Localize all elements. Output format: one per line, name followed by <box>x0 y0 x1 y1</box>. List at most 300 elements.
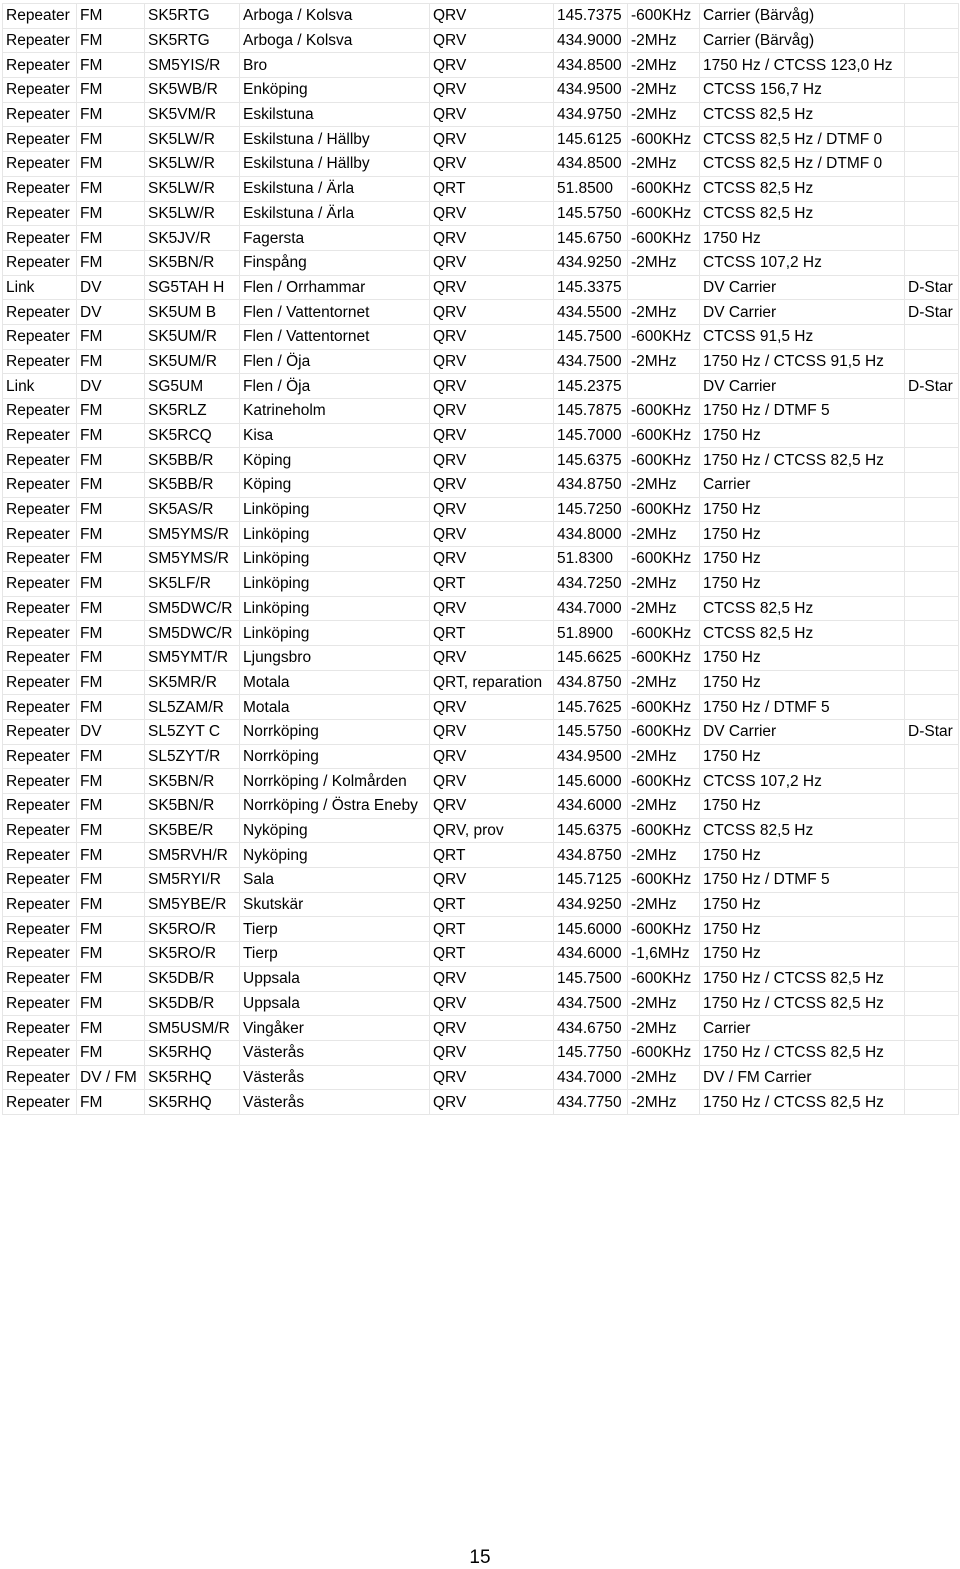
cell-mode: FM <box>77 695 145 720</box>
table-row <box>3 497 959 522</box>
cell-access: CTCSS 107,2 Hz <box>700 250 905 275</box>
cell-frequency: 434.7000 <box>554 1065 628 1090</box>
cell-system <box>905 4 959 29</box>
cell-shift: -600KHz <box>628 966 700 991</box>
cell-access: DV Carrier <box>700 275 905 300</box>
cell-status: QRV <box>430 1040 554 1065</box>
table-row <box>3 226 959 251</box>
cell-callsign: SK5RTG <box>145 28 240 53</box>
cell-shift: -600KHz <box>628 818 700 843</box>
cell-mode: FM <box>77 399 145 424</box>
cell-system <box>905 794 959 819</box>
cell-type: Repeater <box>3 596 77 621</box>
cell-frequency: 434.8750 <box>554 843 628 868</box>
cell-mode: FM <box>77 250 145 275</box>
cell-location: Enköping <box>240 78 430 103</box>
cell-type: Repeater <box>3 1040 77 1065</box>
cell-mode: FM <box>77 522 145 547</box>
cell-shift: -2MHz <box>628 596 700 621</box>
cell-location: Köping <box>240 473 430 498</box>
cell-callsign: SK5WB/R <box>145 78 240 103</box>
table-row <box>3 1016 959 1041</box>
cell-location: Motala <box>240 670 430 695</box>
table-row <box>3 571 959 596</box>
cell-callsign: SL5ZYT/R <box>145 744 240 769</box>
cell-type: Repeater <box>3 571 77 596</box>
cell-type: Repeater <box>3 695 77 720</box>
cell-callsign: SK5RTG <box>145 4 240 29</box>
cell-location: Flen / Öja <box>240 349 430 374</box>
cell-type: Repeater <box>3 744 77 769</box>
cell-location: Nyköping <box>240 843 430 868</box>
cell-access: 1750 Hz <box>700 547 905 572</box>
cell-location: Eskilstuna / Ärla <box>240 201 430 226</box>
cell-access: Carrier (Bärvåg) <box>700 28 905 53</box>
cell-status: QRV <box>430 78 554 103</box>
cell-access: DV / FM Carrier <box>700 1065 905 1090</box>
cell-location: Västerås <box>240 1040 430 1065</box>
cell-system <box>905 102 959 127</box>
cell-callsign: SK5LW/R <box>145 127 240 152</box>
cell-location: Arboga / Kolsva <box>240 28 430 53</box>
cell-access: 1750 Hz <box>700 522 905 547</box>
cell-mode: FM <box>77 645 145 670</box>
cell-location: Katrineholm <box>240 399 430 424</box>
cell-mode: FM <box>77 349 145 374</box>
cell-location: Ljungsbro <box>240 645 430 670</box>
cell-status: QRV <box>430 719 554 744</box>
cell-type: Repeater <box>3 547 77 572</box>
cell-location: Eskilstuna / Hällby <box>240 152 430 177</box>
cell-access: CTCSS 82,5 Hz <box>700 596 905 621</box>
cell-system <box>905 176 959 201</box>
cell-location: Linköping <box>240 522 430 547</box>
cell-access: CTCSS 82,5 Hz / DTMF 0 <box>700 152 905 177</box>
cell-location: Västerås <box>240 1090 430 1115</box>
cell-access: CTCSS 107,2 Hz <box>700 769 905 794</box>
table-row <box>3 349 959 374</box>
cell-callsign: SK5UM/R <box>145 349 240 374</box>
cell-mode: FM <box>77 744 145 769</box>
table-row <box>3 596 959 621</box>
cell-status: QRT <box>430 843 554 868</box>
cell-system <box>905 226 959 251</box>
cell-shift: -2MHz <box>628 1065 700 1090</box>
cell-callsign: SK5LW/R <box>145 201 240 226</box>
cell-callsign: SK5DB/R <box>145 966 240 991</box>
cell-type: Repeater <box>3 423 77 448</box>
cell-shift: -2MHz <box>628 1090 700 1115</box>
cell-frequency: 145.5750 <box>554 201 628 226</box>
table-row <box>3 473 959 498</box>
cell-frequency: 434.8500 <box>554 152 628 177</box>
cell-shift: -2MHz <box>628 78 700 103</box>
cell-mode: DV <box>77 374 145 399</box>
table-row <box>3 621 959 646</box>
cell-frequency: 434.9250 <box>554 250 628 275</box>
cell-location: Uppsala <box>240 991 430 1016</box>
cell-access: CTCSS 82,5 Hz <box>700 176 905 201</box>
cell-location: Flen / Vattentornet <box>240 324 430 349</box>
cell-type: Repeater <box>3 473 77 498</box>
cell-location: Motala <box>240 695 430 720</box>
cell-type: Repeater <box>3 522 77 547</box>
cell-mode: FM <box>77 102 145 127</box>
cell-shift: -600KHz <box>628 226 700 251</box>
table-row <box>3 127 959 152</box>
cell-shift: -600KHz <box>628 719 700 744</box>
cell-mode: FM <box>77 28 145 53</box>
cell-access: 1750 Hz / CTCSS 82,5 Hz <box>700 991 905 1016</box>
cell-frequency: 51.8500 <box>554 176 628 201</box>
cell-system <box>905 53 959 78</box>
cell-type: Repeater <box>3 794 77 819</box>
cell-status: QRV <box>430 423 554 448</box>
cell-callsign: SM5RYI/R <box>145 868 240 893</box>
cell-status: QRV <box>430 324 554 349</box>
cell-mode: FM <box>77 843 145 868</box>
cell-location: Norrköping / Kolmården <box>240 769 430 794</box>
cell-location: Skutskär <box>240 892 430 917</box>
cell-system: D-Star <box>905 374 959 399</box>
cell-system <box>905 917 959 942</box>
table-row <box>3 719 959 744</box>
table-row <box>3 201 959 226</box>
cell-status: QRT <box>430 942 554 967</box>
cell-callsign: SK5RO/R <box>145 942 240 967</box>
cell-mode: DV <box>77 300 145 325</box>
cell-shift: -2MHz <box>628 571 700 596</box>
table-row <box>3 1090 959 1115</box>
cell-callsign: SK5BN/R <box>145 794 240 819</box>
cell-callsign: SK5BE/R <box>145 818 240 843</box>
cell-access: 1750 Hz <box>700 917 905 942</box>
cell-access: 1750 Hz / DTMF 5 <box>700 399 905 424</box>
cell-shift: -600KHz <box>628 917 700 942</box>
cell-status: QRV <box>430 28 554 53</box>
cell-type: Repeater <box>3 4 77 29</box>
cell-status: QRV <box>430 645 554 670</box>
cell-mode: FM <box>77 127 145 152</box>
table-row <box>3 966 959 991</box>
cell-type: Repeater <box>3 1016 77 1041</box>
cell-callsign: SM5DWC/R <box>145 596 240 621</box>
cell-system <box>905 843 959 868</box>
cell-location: Eskilstuna / Ärla <box>240 176 430 201</box>
cell-mode: FM <box>77 571 145 596</box>
cell-system: D-Star <box>905 300 959 325</box>
cell-type: Repeater <box>3 127 77 152</box>
cell-location: Finspång <box>240 250 430 275</box>
cell-system <box>905 1065 959 1090</box>
cell-access: 1750 Hz / CTCSS 91,5 Hz <box>700 349 905 374</box>
cell-system: D-Star <box>905 275 959 300</box>
cell-mode: FM <box>77 152 145 177</box>
cell-callsign: SK5UM B <box>145 300 240 325</box>
table-row <box>3 102 959 127</box>
cell-type: Repeater <box>3 1065 77 1090</box>
cell-system <box>905 324 959 349</box>
cell-status: QRV <box>430 399 554 424</box>
cell-type: Repeater <box>3 300 77 325</box>
cell-system <box>905 1090 959 1115</box>
cell-location: Nyköping <box>240 818 430 843</box>
cell-callsign: SK5RHQ <box>145 1065 240 1090</box>
cell-type: Link <box>3 374 77 399</box>
cell-system <box>905 695 959 720</box>
table-row <box>3 4 959 29</box>
cell-mode: FM <box>77 78 145 103</box>
cell-type: Repeater <box>3 78 77 103</box>
cell-frequency: 434.7250 <box>554 571 628 596</box>
cell-mode: FM <box>77 769 145 794</box>
cell-type: Repeater <box>3 152 77 177</box>
cell-status: QRV <box>430 744 554 769</box>
cell-frequency: 145.7500 <box>554 324 628 349</box>
cell-shift: -600KHz <box>628 769 700 794</box>
table-row <box>3 423 959 448</box>
cell-callsign: SK5BB/R <box>145 448 240 473</box>
cell-location: Linköping <box>240 571 430 596</box>
cell-access: CTCSS 82,5 Hz <box>700 818 905 843</box>
cell-type: Repeater <box>3 769 77 794</box>
cell-status: QRT, reparation <box>430 670 554 695</box>
cell-mode: FM <box>77 892 145 917</box>
cell-access: 1750 Hz / CTCSS 82,5 Hz <box>700 1040 905 1065</box>
table-row <box>3 53 959 78</box>
cell-shift: -600KHz <box>628 324 700 349</box>
cell-system <box>905 522 959 547</box>
cell-callsign: SM5YMT/R <box>145 645 240 670</box>
cell-shift: -2MHz <box>628 152 700 177</box>
cell-mode: DV <box>77 275 145 300</box>
cell-type: Repeater <box>3 226 77 251</box>
cell-status: QRV <box>430 226 554 251</box>
cell-type: Repeater <box>3 670 77 695</box>
cell-shift: -600KHz <box>628 399 700 424</box>
table-row <box>3 1040 959 1065</box>
cell-type: Repeater <box>3 892 77 917</box>
cell-frequency: 145.7750 <box>554 1040 628 1065</box>
cell-mode: FM <box>77 1090 145 1115</box>
cell-mode: FM <box>77 868 145 893</box>
table-row <box>3 522 959 547</box>
cell-location: Linköping <box>240 547 430 572</box>
cell-frequency: 145.7000 <box>554 423 628 448</box>
cell-system <box>905 991 959 1016</box>
cell-frequency: 434.9000 <box>554 28 628 53</box>
cell-location: Flen / Orrhammar <box>240 275 430 300</box>
cell-callsign: SK5AS/R <box>145 497 240 522</box>
cell-access: Carrier <box>700 1016 905 1041</box>
cell-shift: -600KHz <box>628 127 700 152</box>
cell-system <box>905 497 959 522</box>
cell-access: CTCSS 91,5 Hz <box>700 324 905 349</box>
cell-shift: -2MHz <box>628 473 700 498</box>
cell-location: Eskilstuna <box>240 102 430 127</box>
cell-status: QRT <box>430 892 554 917</box>
cell-type: Repeater <box>3 349 77 374</box>
cell-type: Repeater <box>3 719 77 744</box>
cell-system <box>905 448 959 473</box>
cell-access: CTCSS 82,5 Hz <box>700 621 905 646</box>
cell-access: 1750 Hz / DTMF 5 <box>700 868 905 893</box>
table-row <box>3 250 959 275</box>
cell-system <box>905 818 959 843</box>
cell-shift: -600KHz <box>628 645 700 670</box>
table-row <box>3 794 959 819</box>
cell-type: Repeater <box>3 250 77 275</box>
cell-mode: FM <box>77 596 145 621</box>
cell-system <box>905 201 959 226</box>
cell-mode: FM <box>77 991 145 1016</box>
cell-callsign: SK5MR/R <box>145 670 240 695</box>
cell-system <box>905 78 959 103</box>
cell-frequency: 434.8750 <box>554 670 628 695</box>
cell-frequency: 434.9500 <box>554 78 628 103</box>
cell-shift: -600KHz <box>628 868 700 893</box>
cell-system <box>905 399 959 424</box>
table-row <box>3 868 959 893</box>
cell-callsign: SK5RLZ <box>145 399 240 424</box>
cell-mode: FM <box>77 547 145 572</box>
cell-callsign: SK5RO/R <box>145 917 240 942</box>
cell-system <box>905 942 959 967</box>
cell-status: QRV <box>430 966 554 991</box>
cell-system <box>905 596 959 621</box>
cell-shift: -2MHz <box>628 991 700 1016</box>
cell-status: QRV <box>430 53 554 78</box>
cell-shift: -2MHz <box>628 670 700 695</box>
cell-type: Repeater <box>3 843 77 868</box>
cell-access: 1750 Hz <box>700 571 905 596</box>
cell-system <box>905 645 959 670</box>
cell-location: Vingåker <box>240 1016 430 1041</box>
cell-mode: FM <box>77 497 145 522</box>
cell-type: Repeater <box>3 102 77 127</box>
cell-access: DV Carrier <box>700 300 905 325</box>
table-row <box>3 324 959 349</box>
cell-mode: FM <box>77 794 145 819</box>
cell-shift: -2MHz <box>628 349 700 374</box>
cell-frequency: 434.6000 <box>554 794 628 819</box>
table-row <box>3 991 959 1016</box>
cell-status: QRV <box>430 868 554 893</box>
cell-mode: FM <box>77 176 145 201</box>
cell-location: Arboga / Kolsva <box>240 4 430 29</box>
cell-mode: FM <box>77 942 145 967</box>
cell-status: QRV <box>430 127 554 152</box>
cell-callsign: SG5UM <box>145 374 240 399</box>
cell-type: Repeater <box>3 399 77 424</box>
cell-callsign: SK5BB/R <box>145 473 240 498</box>
cell-status: QRV <box>430 374 554 399</box>
cell-location: Sala <box>240 868 430 893</box>
cell-access: CTCSS 156,7 Hz <box>700 78 905 103</box>
cell-mode: DV <box>77 719 145 744</box>
cell-type: Repeater <box>3 497 77 522</box>
cell-frequency: 434.8500 <box>554 53 628 78</box>
cell-status: QRV <box>430 448 554 473</box>
cell-callsign: SK5BN/R <box>145 769 240 794</box>
cell-mode: FM <box>77 4 145 29</box>
cell-access: 1750 Hz <box>700 892 905 917</box>
cell-frequency: 145.7875 <box>554 399 628 424</box>
cell-callsign: SK5DB/R <box>145 991 240 1016</box>
cell-frequency: 145.6625 <box>554 645 628 670</box>
cell-shift: -600KHz <box>628 695 700 720</box>
cell-shift: -2MHz <box>628 1016 700 1041</box>
cell-mode: FM <box>77 53 145 78</box>
table-row <box>3 547 959 572</box>
cell-type: Repeater <box>3 176 77 201</box>
cell-status: QRV <box>430 473 554 498</box>
cell-frequency: 434.5500 <box>554 300 628 325</box>
cell-system <box>905 892 959 917</box>
cell-shift: -2MHz <box>628 843 700 868</box>
cell-shift: -2MHz <box>628 102 700 127</box>
cell-system <box>905 28 959 53</box>
cell-shift: -2MHz <box>628 250 700 275</box>
cell-shift: -2MHz <box>628 892 700 917</box>
cell-location: Tierp <box>240 917 430 942</box>
table-row <box>3 892 959 917</box>
cell-frequency: 434.6000 <box>554 942 628 967</box>
cell-status: QRV <box>430 275 554 300</box>
cell-access: 1750 Hz <box>700 423 905 448</box>
cell-status: QRV <box>430 596 554 621</box>
cell-access: CTCSS 82,5 Hz <box>700 201 905 226</box>
cell-type: Repeater <box>3 991 77 1016</box>
cell-access: 1750 Hz <box>700 942 905 967</box>
cell-frequency: 145.7250 <box>554 497 628 522</box>
cell-access: 1750 Hz <box>700 794 905 819</box>
cell-shift: -2MHz <box>628 744 700 769</box>
cell-shift: -600KHz <box>628 621 700 646</box>
cell-callsign: SM5YMS/R <box>145 522 240 547</box>
table-row <box>3 843 959 868</box>
cell-location: Norrköping <box>240 719 430 744</box>
table-row <box>3 448 959 473</box>
cell-location: Västerås <box>240 1065 430 1090</box>
cell-frequency: 145.3375 <box>554 275 628 300</box>
cell-frequency: 434.6750 <box>554 1016 628 1041</box>
cell-shift: -600KHz <box>628 1040 700 1065</box>
cell-frequency: 434.9250 <box>554 892 628 917</box>
cell-frequency: 145.6375 <box>554 448 628 473</box>
cell-frequency: 434.7750 <box>554 1090 628 1115</box>
cell-frequency: 145.2375 <box>554 374 628 399</box>
cell-status: QRT <box>430 571 554 596</box>
cell-callsign: SM5YBE/R <box>145 892 240 917</box>
cell-status: QRV <box>430 794 554 819</box>
cell-frequency: 145.7125 <box>554 868 628 893</box>
cell-mode: FM <box>77 1016 145 1041</box>
table-row <box>3 275 959 300</box>
cell-callsign: SK5JV/R <box>145 226 240 251</box>
cell-mode: FM <box>77 818 145 843</box>
cell-shift: -600KHz <box>628 547 700 572</box>
cell-mode: FM <box>77 226 145 251</box>
cell-callsign: SK5BN/R <box>145 250 240 275</box>
cell-location: Linköping <box>240 596 430 621</box>
cell-type: Repeater <box>3 645 77 670</box>
cell-frequency: 434.8750 <box>554 473 628 498</box>
cell-type: Repeater <box>3 917 77 942</box>
cell-access: Carrier (Bärvåg) <box>700 4 905 29</box>
cell-status: QRV <box>430 497 554 522</box>
cell-callsign: SM5YIS/R <box>145 53 240 78</box>
